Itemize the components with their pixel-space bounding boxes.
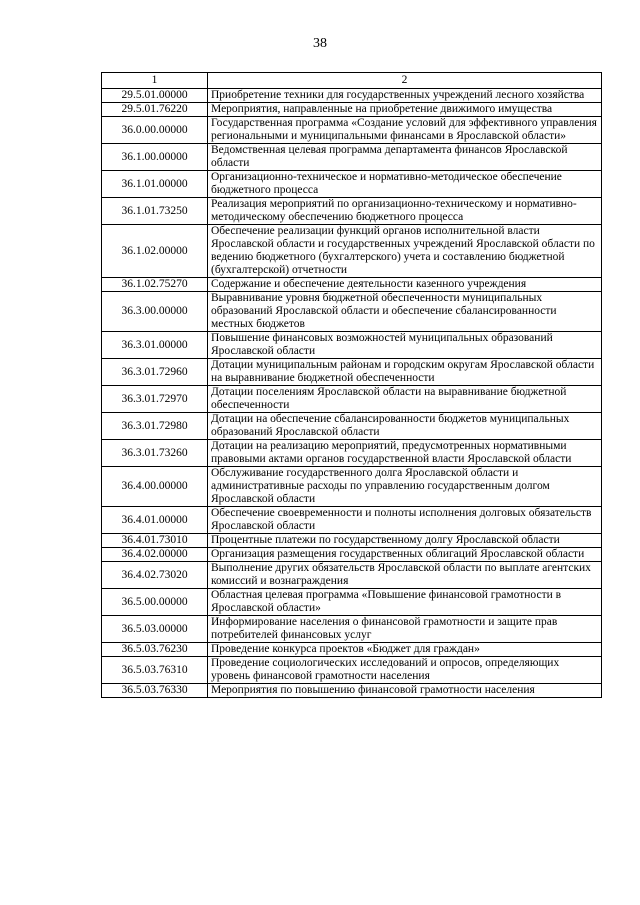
row-code: 36.1.02.75270 [102,278,208,292]
table-row [102,548,602,562]
table-row [102,359,602,386]
row-code: 36.1.01.00000 [102,171,208,198]
row-name: Реализация мероприятий по организационно-техническому и нормативно-методическому обеспечению бюджетного процесса [208,198,602,225]
row-name: Содержание и обеспечение деятельности казенного учреждения [208,278,602,292]
row-code: 36.1.02.00000 [102,225,208,278]
row-name: Проведение социологических исследований и опросов, определяющих уровень финансовой грамотности населения [208,657,602,684]
row-name: Мероприятия по повышению финансовой грамотности населения [208,684,602,698]
row-name: Проведение конкурса проектов «Бюджет для граждан» [208,643,602,657]
table-row [102,562,602,589]
row-name: Выполнение других обязательств Ярославской области по выплате агентских комиссий и вознаграждения [208,562,602,589]
table-row [102,386,602,413]
row-name: Государственная программа «Создание условий для эффективного управления региональными и муниципальными финансами в Ярославской области» [208,117,602,144]
row-name: Обеспечение своевременности и полноты исполнения долговых обязательств Ярославской области [208,507,602,534]
row-code: 36.5.03.76230 [102,643,208,657]
table-row [102,117,602,144]
table-row [102,657,602,684]
row-code: 36.5.03.00000 [102,616,208,643]
table-row [102,171,602,198]
table-row [102,413,602,440]
row-name: Обслуживание государственного долга Ярославской области и административные расходы по управлению государственным долгом Ярославской области [208,467,602,507]
row-code: 36.3.01.72960 [102,359,208,386]
budget-classification-table [101,72,602,698]
row-code: 36.3.00.00000 [102,292,208,332]
row-code: 36.4.00.00000 [102,467,208,507]
row-name: Областная целевая программа «Повышение финансовой грамотности в Ярославской области» [208,589,602,616]
row-code: 29.5.01.00000 [102,89,208,103]
table-row [102,332,602,359]
row-code: 36.5.03.76330 [102,684,208,698]
row-code: 36.3.01.72980 [102,413,208,440]
row-name: Дотации на реализацию мероприятий, предусмотренных нормативными правовыми актами органов государственной власти Ярославской области [208,440,602,467]
row-name: Повышение финансовых возможностей муниципальных образований Ярославской области [208,332,602,359]
table-row [102,643,602,657]
table-row [102,507,602,534]
row-code: 36.3.01.73260 [102,440,208,467]
row-name: Организация размещения государственных облигаций Ярославской области [208,548,602,562]
row-name: Организационно-техническое и нормативно-методическое обеспечение бюджетного процесса [208,171,602,198]
table-row [102,103,602,117]
page-number: 38 [313,36,327,51]
row-code: 36.3.01.00000 [102,332,208,359]
row-code: 36.4.01.73010 [102,534,208,548]
row-code: 36.4.02.00000 [102,548,208,562]
row-name: Выравнивание уровня бюджетной обеспеченности муниципальных образований Ярославской области и обеспечение сбалансированности местных бюджетов [208,292,602,332]
row-name: Процентные платежи по государственному долгу Ярославской области [208,534,602,548]
header-code-column: 1 [102,73,208,89]
row-name: Дотации муниципальным районам и городским округам Ярославской области на выравнивание бюджетной обеспеченности [208,359,602,386]
table-row [102,684,602,698]
table-row [102,534,602,548]
row-name: Приобретение техники для государственных учреждений лесного хозяйства [208,89,602,103]
row-code: 36.5.03.76310 [102,657,208,684]
table-row [102,278,602,292]
table-row [102,440,602,467]
row-code: 36.1.00.00000 [102,144,208,171]
row-name: Дотации поселениям Ярославской области на выравнивание бюджетной обеспеченности [208,386,602,413]
table-row [102,225,602,278]
header-name-column: 2 [208,73,602,89]
row-name: Дотации на обеспечение сбалансированности бюджетов муниципальных образований Ярославской области [208,413,602,440]
row-code: 36.4.02.73020 [102,562,208,589]
table-row [102,616,602,643]
row-name: Обеспечение реализации функций органов исполнительной власти Ярославской области и государственных учреждений Ярославской области по ведению бюджетного (бухгалтерского) учета и составлению бюджетной (бухгалтерской) отчетности [208,225,602,278]
table-row [102,198,602,225]
row-name: Ведомственная целевая программа департамента финансов Ярославской области [208,144,602,171]
table-row [102,144,602,171]
row-name: Информирование населения о финансовой грамотности и защите прав потребителей финансовых услуг [208,616,602,643]
row-code: 36.4.01.00000 [102,507,208,534]
row-code: 29.5.01.76220 [102,103,208,117]
row-name: Мероприятия, направленные на приобретение движимого имущества [208,103,602,117]
table-row [102,589,602,616]
table-row [102,292,602,332]
row-code: 36.0.00.00000 [102,117,208,144]
table-row [102,467,602,507]
row-code: 36.5.00.00000 [102,589,208,616]
row-code: 36.1.01.73250 [102,198,208,225]
table-header-row [102,73,602,89]
row-code: 36.3.01.72970 [102,386,208,413]
table-row [102,89,602,103]
